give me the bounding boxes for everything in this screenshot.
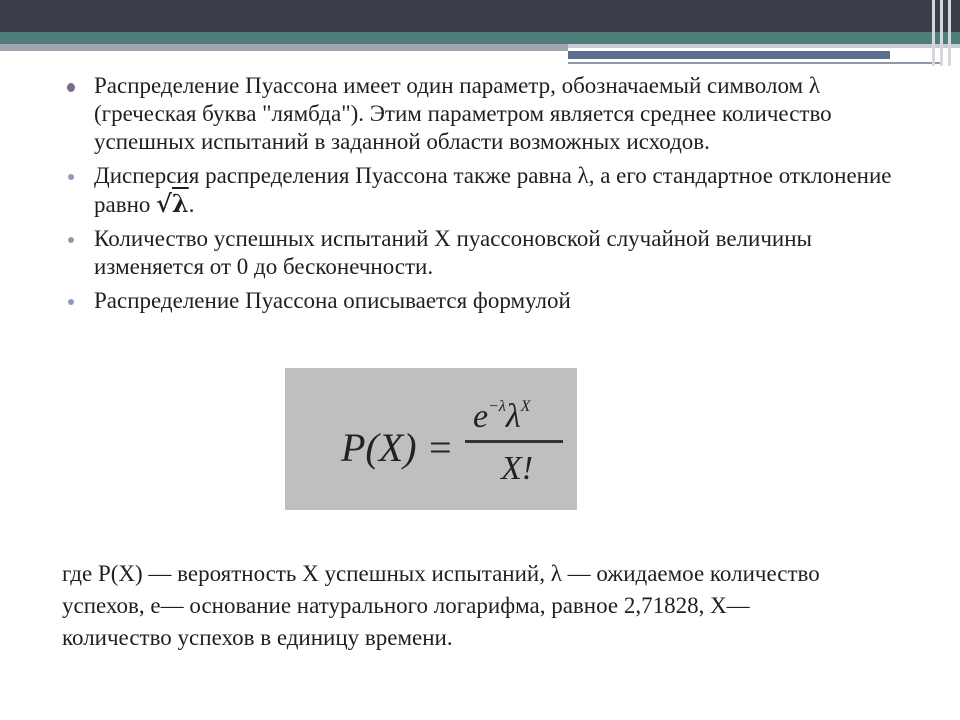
bullet-list <box>66 72 896 321</box>
bullet-icon <box>67 83 75 92</box>
bullet-icon <box>68 237 74 243</box>
numerator-base: e <box>473 398 489 435</box>
numerator-lambda-exponent: X <box>520 398 531 415</box>
sqrt-expression: √λ <box>156 189 189 218</box>
numerator-lambda: λ <box>505 398 521 435</box>
bullet-text: Распределение Пуассона имеет один параметр, обозначаемый символом λ (греческая буква "лямбда"). Этим параметром является среднее количество успешных испытаний в заданной области возможных исходов. <box>94 73 832 154</box>
bullet-item <box>66 162 896 219</box>
formula-denominator: X! <box>501 450 534 487</box>
sqrt-radicand: λ <box>171 189 189 218</box>
header-stripe <box>948 0 951 66</box>
poisson-formula <box>285 368 577 510</box>
bullet-icon <box>68 174 74 180</box>
header-band-dark <box>0 0 960 32</box>
formula-numerator <box>473 398 530 436</box>
bullet-text: Дисперсия распределения Пуассона также равна λ, а его стандартное отклонение равно <box>94 163 892 217</box>
header-stripe <box>940 0 943 66</box>
bullet-item <box>66 72 896 156</box>
bullet-icon <box>68 299 74 305</box>
bullet-tail: . <box>188 192 195 217</box>
bullet-item <box>66 225 896 281</box>
bullet-item <box>66 287 896 315</box>
header-stripe <box>932 0 935 66</box>
formula-lhs: P(X) = <box>341 425 454 470</box>
header-band-gray <box>0 44 568 51</box>
header-accent-light <box>568 44 960 48</box>
fraction-bar <box>465 440 563 443</box>
numerator-exponent: −λ <box>488 398 506 415</box>
header-accent-bar <box>568 51 890 59</box>
header-band-teal <box>0 32 960 44</box>
formula-explanation: где P(X) — вероятность X успешных испытаний, λ — ожидаемое количество успехов, e— основание натурального логарифма, равное 2,71828, X— количество успехов в единицу времени. <box>62 561 820 650</box>
bullet-text: Распределение Пуассона описывается формулой <box>94 288 571 313</box>
header-accent-line <box>568 62 940 64</box>
bullet-text: Количество успешных испытаний X пуассоновской случайной величины изменяется от 0 до бесконечности. <box>94 226 812 279</box>
